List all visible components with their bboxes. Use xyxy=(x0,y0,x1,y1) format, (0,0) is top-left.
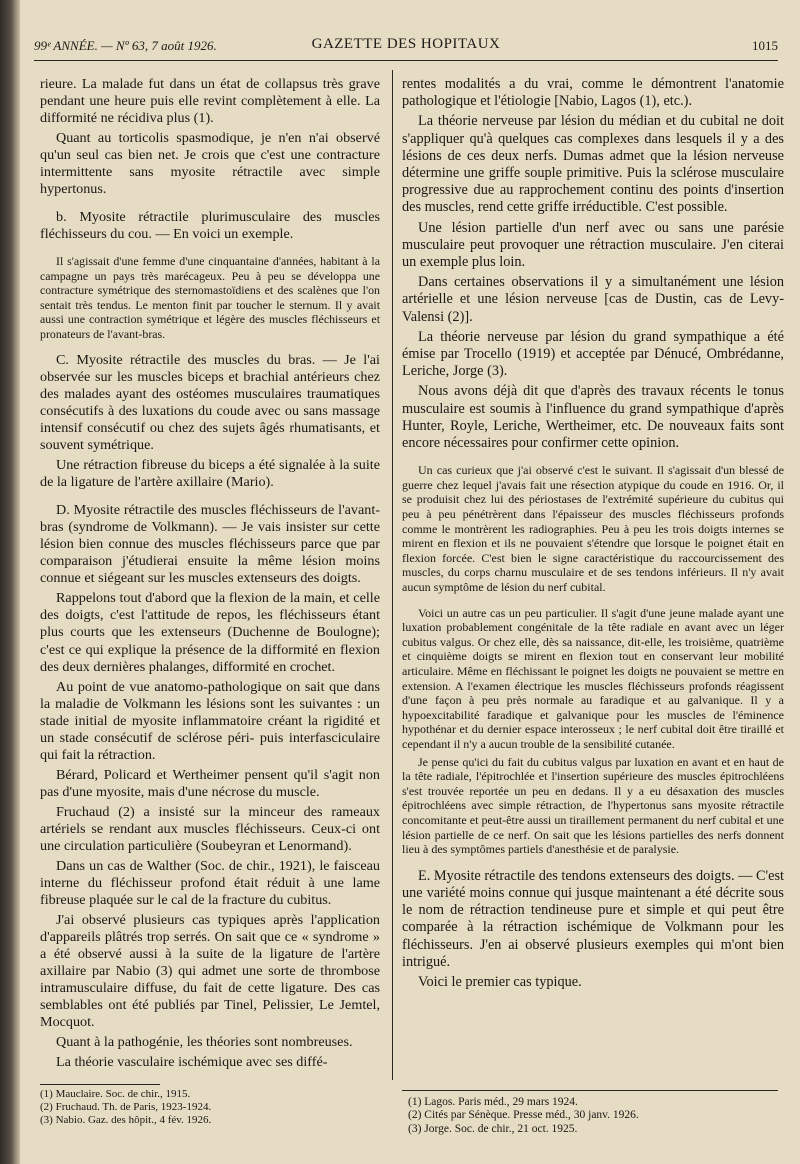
paragraph: Quant à la pathogénie, les théories sont nombreuses. xyxy=(56,1034,353,1051)
column-divider xyxy=(392,70,393,1080)
paragraph: La théorie nerveuse par lésion du médian et du cubital ne doit s'appliquer qu'à quelques cas complexes dans lesquels il y a des lésions de ces deux nerfs. Dumas admet que la lésion nerveuse détermine une griffe souple primitive. Puis la sclérose musculaire progressive due au rapprochement continu des points d'insertion des muscles, rend cette griffe irréductible. C'est possible. xyxy=(402,113,784,216)
paragraph: rieure. La malade fut dans un état de collapsus très grave pendant une heure puis elle revint complètement à elle. La difformité ne récidiva plus (1). xyxy=(40,76,380,127)
paragraph: Dans certaines observations il y a simultanément une lésion artérielle et une lésion nerveuse [cas de Dustin, cas de Levy-Valensi (2)]. xyxy=(402,274,784,325)
footnote: (1) Mauclaire. Soc. de chir., 1915. xyxy=(40,1088,191,1100)
section-heading-c: C. Myosite rétractile des muscles du bras. — Je l'ai observée sur les muscles biceps et brachial antérieurs chez des malades ayant des ostéomes musculaires traumatiques consécutifs à des luxations du coude avec ou sans massage intensif consécutif ou chez des sujets âgés rhumatisants, et souvent symétrique. xyxy=(40,352,380,454)
footnote: (2) Fruchaud. Th. de Paris, 1923-1924. xyxy=(40,1101,212,1113)
paragraph: Nous avons déjà dit que d'après des travaux récents le tonus musculaire est soumis à l'influence du grand sympathique d'après Hunter, Royle, Leriche, Wertheimer, etc. De nouveaux faits sont encore nécessaires pour confirmer cette opinion. xyxy=(402,383,784,452)
paragraph: Dans un cas de Walther (Soc. de chir., 1921), le faisceau interne du fléchisseur profond était réduit à une lame fibreuse plaquée sur le cal de la fracture du cubitus. xyxy=(40,857,380,908)
header-rule xyxy=(34,60,778,61)
paragraph: Voici le premier cas typique. xyxy=(418,973,582,990)
section-heading-e: E. Myosite rétractile des tendons extenseurs des doigts. — C'est une variété moins connue qui jusque maintenant a été décrite sous le nom de rétraction tendineuse pure et simple et qui peut être comparée à la rétraction ischémique de Volkmann pour les fléchisseurs. J'en ai observé plusieurs exemples qui m'ont bien intrigué. xyxy=(402,867,784,970)
paragraph: Une lésion partielle d'un nerf avec ou sans une parésie musculaire peut provoquer une rétraction musculaire. J'en citerai un exemple plus loin. xyxy=(402,219,784,271)
paragraph: rentes modalités a du vrai, comme le démontrent l'anatomie pathologique et l'étiologie [Nabio, Lagos (1), etc.). xyxy=(402,76,784,110)
case-note: Il s'agissait d'une femme d'une cinquantaine d'années, habitant à la campagne un pays très marécageux. Peu à peu se développa une contracture symétrique des sternomastoïdiens et des scalènes que l'on sentait très tendus. Le menton finit par toucher le sternum. Il y avait aussi une contraction symétrique et légère des muscles fléchisseurs et pronateurs de l'avant-bras. xyxy=(40,254,380,341)
journal-title: GAZETTE DES HOPITAUX xyxy=(311,36,501,52)
footnote-rule xyxy=(402,1090,778,1091)
footnote: (1) Lagos. Paris méd., 29 mars 1924. xyxy=(408,1096,578,1108)
paragraph: J'ai observé plusieurs cas typiques après l'application d'appareils plâtrés trop serrés. On sait que ce « syndrome » a été observé aussi à la suite de la ligature de l'artère axillaire par Nabio (3) qui admet une sorte de thrombose intramusculaire diffuse, du fait de cette ligature. Des cas semblables ont été publiés par Tinel, Pelissier, Le Jemtel, Mocquot. xyxy=(40,911,380,1031)
footnote: (3) Nabio. Gaz. des hôpit., 4 fév. 1926. xyxy=(40,1114,212,1126)
case-note: Je pense qu'ici du fait du cubitus valgus par luxation en avant et en haut de la tête radiale, l'épitrochlée et l'insertion supérieure des muscles épitrochléens s'est trouvée reportée un peu en dedans. Il y a eu désaxation des muscles épitrochléens avec simple rétraction, de l'hypertonus sans myosite rétractile concomitante et peut-être aussi un tiraillement permanent du nerf cubital et une lésion partielle de ce nerf. On sait que les lésions partielles des nerfs donnent lieu à des symptômes partiels d'anesthésie et de paralysie. xyxy=(402,754,784,857)
case-note: Un cas curieux que j'ai observé c'est le suivant. Il s'agissait d'un blessé de guerre chez lequel j'avais fait une résection atypique du coude en 1916. Or, il se produisit chez lui des périostases de l'extrémité supérieure du cubitus qui peu à peu pénétrèrent dans l'épaisseur des muscles fléchisseurs profonds comme le montrèrent les radiographies. Peu à peu les trois doigts internes se mirent en flexion et ils ne pouvaient s'étendre que lorsque le poignet était en flexion forcée. C'est bien le signe caractéristique du raccourcissement des muscles, du corps charnu musculaire et de ses tendons inférieurs. Il n'y avait aucun symptôme de lésion du nerf cubital. xyxy=(402,463,784,595)
paragraph: La théorie nerveuse par lésion du grand sympathique a été émise par Trocello (1919) et acceptée par Dénucé, Ombrédanne, Leriche, Jorge (3). xyxy=(402,328,784,380)
page-number: 1015 xyxy=(752,38,778,53)
footnote: (3) Jorge. Soc. de chir., 21 oct. 1925. xyxy=(408,1122,578,1135)
footnotes-right xyxy=(408,1096,778,1136)
footnotes-left xyxy=(40,1088,370,1127)
running-header xyxy=(34,36,778,58)
binding-spine xyxy=(0,0,20,1164)
paragraph: Une rétraction fibreuse du biceps a été signalée à la suite de la ligature de l'artère axillaire (Mario). xyxy=(40,457,380,491)
paragraph: Quant au torticolis spasmodique, je n'en n'ai observé qu'un seul cas bien net. Je crois que c'est une contracture intermittente sans myosite rétractile avec simple hypertonus. xyxy=(40,130,380,198)
section-heading-d: D. Myosite rétractile des muscles fléchisseurs de l'avant-bras (syndrome de Volkmann). — Je vais insister sur cette lésion bien connue des muscles fléchisseurs parce que par comparaison j'étudierai ensuite la même lésion moins connue et siégeant sur les muscles extenseurs des doigts. xyxy=(40,502,380,587)
paragraph: Fruchaud (2) a insisté sur la minceur des rameaux artériels se rendant aux muscles fléchisseurs. Ceux-ci ont une circulation particulière (Soubeyran et Lenormand). xyxy=(40,803,380,854)
right-column xyxy=(402,76,784,994)
left-column xyxy=(40,76,380,1074)
paragraph: Au point de vue anatomo-pathologique on sait que dans la maladie de Volkmann les lésions sont les suivantes : un stade initial de myosite inflammatoire créant la rigidité et un stade consécutif de sclérose péri- puis interfasciculaire qui fait la rétraction. xyxy=(40,678,380,763)
section-heading-b: b. Myosite rétractile plurimusculaire des muscles fléchisseurs du cou. — En voici un exemple. xyxy=(40,209,380,243)
paragraph: Rappelons tout d'abord que la flexion de la main, et celle des doigts, c'est l'attitude de repos, les fléchisseurs étant plus courts que les extenseurs (Duchenne de Boulogne); c'est ce qui explique la présence de la difformité en flexion des deux dernières phalanges, difformité en crochet. xyxy=(40,590,380,675)
paragraph: La théorie vasculaire ischémique avec ses diffé- xyxy=(56,1054,328,1071)
footnote-rule xyxy=(40,1084,160,1085)
paragraph: Bérard, Policard et Wertheimer pensent qu'il s'agit non pas d'une myosite, mais d'une nécrose du muscle. xyxy=(40,766,380,800)
case-note: Voici un autre cas un peu particulier. Il s'agit d'une jeune malade ayant une luxation probablement congénitale de la tête radiale en avant avec un léger cubitus valgus. Or chez elle, dès sa naissance, dit-elle, les troisième, quatrième et cinquième doigts se mirent en flexion tout en conservant leur mobilité articulaire. Même en fléchissant le poignet les doigts ne pouvaient se mettre en extension. A l'examen électrique les muscles fléchisseurs profonds réagissent d'une façon à peu près normale au faradique et au galvanique. Il y a hypoexcitabilité faradique et galvanique pour les muscles de l'éminence hypothénar et du dernier espace interosseux ; le nerf cubital doit être tiraillé et cependant il n'y a aucun trouble de la sensibilité cutanée. xyxy=(402,605,784,751)
footnote: (2) Cités par Sénèque. Presse méd., 30 janv. 1926. xyxy=(408,1109,639,1122)
issue-line: 99ᵉ ANNÉE. — Nº 63, 7 août 1926. xyxy=(34,38,217,53)
